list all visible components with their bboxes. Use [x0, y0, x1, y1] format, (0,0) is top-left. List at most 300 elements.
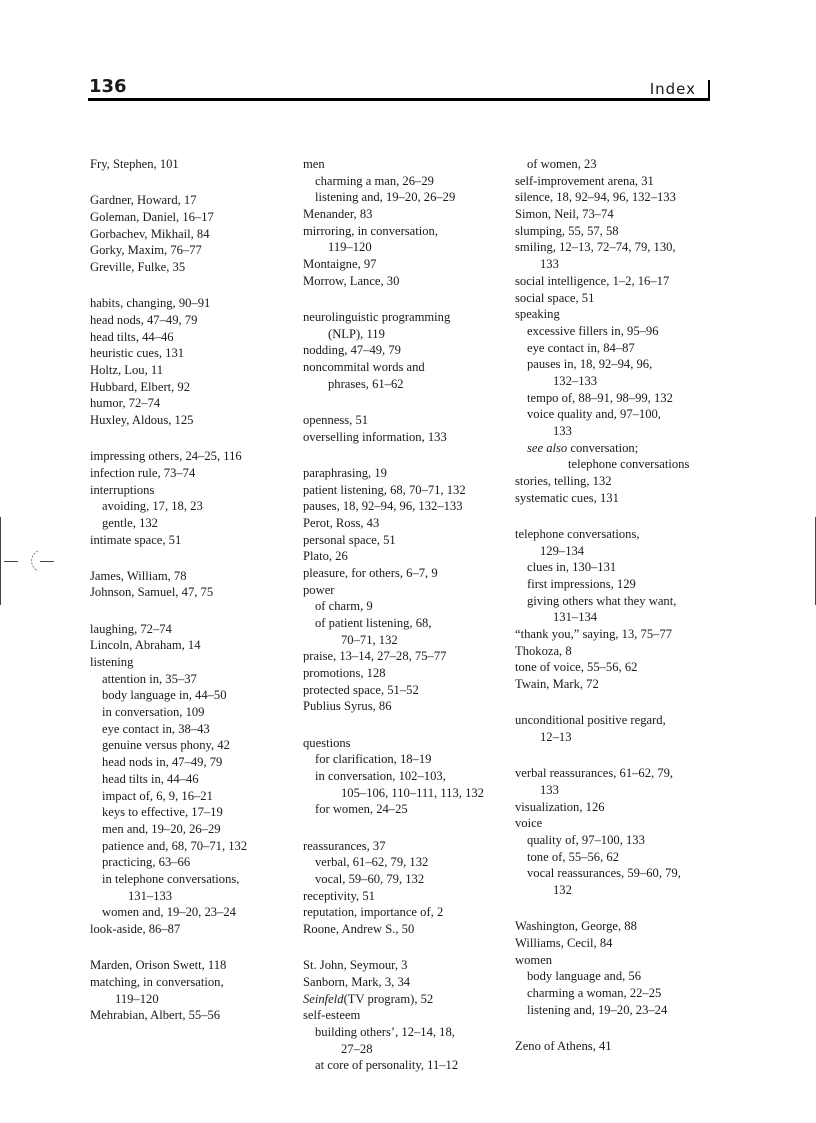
letter-group-gap: [90, 601, 290, 621]
entry-text: Twain, Mark, 72: [515, 677, 599, 692]
letter-group-gap: [303, 715, 503, 735]
entry-text: gentle, 132: [102, 515, 158, 530]
index-subentry: [515, 865, 715, 882]
index-subentry: [90, 498, 290, 515]
entry-text: Greville, Fulke, 35: [90, 259, 186, 274]
entry-text: intimate space, 51: [90, 532, 182, 547]
index-subentry: [515, 782, 715, 799]
index-subentry: [515, 423, 715, 440]
entry-text: Montaigne, 97: [303, 257, 377, 272]
index-entry: [90, 226, 290, 243]
letter-group-gap: [90, 429, 290, 449]
index-entry: [303, 582, 503, 599]
entry-text: voice: [515, 816, 543, 831]
entry-text: noncommital words and: [303, 360, 425, 375]
index-entry: [303, 682, 503, 699]
index-entry: [515, 659, 715, 676]
index-entry: [303, 904, 503, 921]
entry-text: questions: [303, 735, 351, 750]
index-column-1: [90, 156, 290, 1024]
index-subentry: [515, 456, 715, 473]
index-subentry: [90, 704, 290, 721]
index-subentry: [90, 671, 290, 688]
entry-text: infection rule, 73–74: [90, 465, 196, 480]
index-entry: [303, 1007, 503, 1024]
index-entry: [515, 189, 715, 206]
letter-group-gap: [303, 818, 503, 838]
index-subentry: [90, 771, 290, 788]
index-subentry: [515, 256, 715, 273]
entry-text: first impressions, 129: [527, 577, 636, 591]
entry-text: patience and, 68, 70–71, 132: [102, 838, 248, 853]
page-header: [88, 76, 710, 102]
index-entry: [515, 935, 715, 952]
index-entry: [303, 888, 503, 905]
index-subentry: [515, 373, 715, 390]
entry-text: giving others what they want,: [527, 593, 677, 608]
entry-text: telephone conversations: [568, 457, 690, 472]
entry-text: Fry, Stephen, 101: [90, 157, 179, 171]
index-entry: [303, 665, 503, 682]
entry-text: women: [515, 952, 553, 967]
entry-text: keys to effective, 17–19: [102, 805, 223, 820]
entry-text: men: [303, 157, 325, 171]
index-entry: [515, 643, 715, 660]
index-entry: [90, 395, 290, 412]
letter-group-gap: [90, 938, 290, 958]
entry-text: pleasure, for others, 6–7, 9: [303, 565, 438, 580]
entry-text: interruptions: [90, 482, 155, 497]
entry-text: avoiding, 17, 18, 23: [102, 499, 203, 514]
index-entry: [90, 654, 290, 671]
entry-text: 129–134: [540, 543, 585, 558]
entry-text: slumping, 55, 57, 58: [515, 223, 619, 238]
index-entry: [303, 532, 503, 549]
entry-text: in conversation, 109: [102, 705, 205, 720]
index-entry: [515, 799, 715, 816]
index-entry: [90, 412, 290, 429]
index-entry: [303, 342, 503, 359]
entry-text: at core of personality, 11–12: [315, 1058, 459, 1073]
index-subentry: [515, 323, 715, 340]
index-entry: [303, 465, 503, 482]
index-entry: [515, 918, 715, 935]
index-entry: [515, 952, 715, 969]
index-subentry: [303, 239, 503, 256]
entry-text: head tilts in, 44–46: [102, 771, 199, 786]
index-subentry: [303, 326, 503, 343]
index-subentry: [90, 737, 290, 754]
entry-text: habits, changing, 90–91: [90, 296, 211, 311]
entry-text: 70–71, 132: [341, 632, 398, 647]
entry-text: clues in, 130–131: [527, 560, 617, 575]
entry-text: eye contact in, 38–43: [102, 721, 210, 736]
entry-text: self-esteem: [303, 1008, 361, 1023]
index-entry: [303, 429, 503, 446]
index-entry: [90, 379, 290, 396]
index-entry: [90, 312, 290, 329]
index-entry: [90, 295, 290, 312]
entry-text: visualization, 126: [515, 799, 605, 814]
entry-text: Williams, Cecil, 84: [515, 935, 613, 950]
entry-text: unconditional positive regard,: [515, 713, 666, 728]
letter-group-gap: [515, 693, 715, 713]
letter-group-gap: [515, 506, 715, 526]
entry-text: head nods, 47–49, 79: [90, 312, 198, 327]
entry-text: 133: [540, 782, 559, 797]
index-entry: [303, 921, 503, 938]
entry-text: 133: [553, 424, 572, 438]
page-number: 136: [89, 76, 127, 97]
index-subentry: [90, 821, 290, 838]
index-entry: [303, 273, 503, 290]
index-subentry: [515, 156, 715, 173]
crop-mark-left-vertical: [0, 517, 1, 605]
letter-group-gap: [515, 899, 715, 919]
index-subentry: [90, 721, 290, 738]
letter-group-gap: [90, 548, 290, 568]
entry-text: attention in, 35–37: [102, 671, 197, 686]
index-entry: [303, 974, 503, 991]
index-subentry: [90, 515, 290, 532]
index-subentry: [515, 390, 715, 407]
index-entry: [515, 239, 715, 256]
entry-text: Publius Syrus, 86: [303, 699, 392, 714]
index-subentry: [90, 991, 290, 1008]
index-entry: [515, 765, 715, 782]
italic-term: see also: [527, 440, 568, 455]
index-entry: [303, 548, 503, 565]
entry-text: charming a woman, 22–25: [527, 985, 662, 1000]
index-entry: [515, 273, 715, 290]
entry-text: Morrow, Lance, 30: [303, 273, 400, 288]
entry-text: excessive fillers in, 95–96: [527, 323, 659, 338]
entry-text: Hubbard, Elbert, 92: [90, 379, 191, 394]
entry-text: 105–106, 110–111, 113, 132: [341, 785, 484, 800]
entry-text: of patient listening, 68,: [315, 616, 432, 630]
index-subentry: [90, 871, 290, 888]
entry-text: Thokoza, 8: [515, 643, 572, 658]
entry-text: laughing, 72–74: [90, 621, 172, 636]
index-entry: [303, 412, 503, 429]
index-entry: [90, 329, 290, 346]
index-entry: [515, 712, 715, 729]
entry-text: heuristic cues, 131: [90, 346, 185, 361]
entry-text: Washington, George, 88: [515, 919, 637, 934]
registration-arc-icon: [16, 547, 44, 575]
entry-text: voice quality and, 97–100,: [527, 407, 661, 422]
index-subentry: [515, 543, 715, 560]
entry-text: reassurances, 37: [303, 838, 386, 853]
entry-text: social space, 51: [515, 290, 595, 305]
index-subentry: [90, 687, 290, 704]
index-entry: [90, 974, 290, 991]
entry-text: practicing, 63–66: [102, 855, 191, 870]
index-subentry: [515, 1002, 715, 1019]
index-subentry: [303, 1057, 503, 1074]
entry-text: paraphrasing, 19: [303, 465, 387, 480]
letter-group-gap: [303, 392, 503, 412]
entry-text: of women, 23: [527, 157, 597, 171]
entry-text: self-improvement arena, 31: [515, 173, 654, 188]
entry-text: quality of, 97–100, 133: [527, 832, 645, 847]
entry-text: impact of, 6, 9, 16–21: [102, 788, 213, 803]
entry-text: mirroring, in conversation,: [303, 223, 439, 238]
index-entry: [515, 490, 715, 507]
entry-text: reputation, importance of, 2: [303, 905, 444, 920]
index-entry: [303, 498, 503, 515]
entry-text: vocal reassurances, 59–60, 79,: [527, 866, 681, 881]
entry-text: Zeno of Athens, 41: [515, 1038, 612, 1053]
index-subentry: [515, 729, 715, 746]
index-entry: [303, 991, 503, 1008]
index-entry: [515, 526, 715, 543]
entry-text: Lincoln, Abraham, 14: [90, 638, 201, 653]
entry-text: for women, 24–25: [315, 802, 408, 817]
entry-text: 132: [553, 883, 572, 897]
entry-text: listening: [90, 655, 134, 669]
index-subentry: [515, 559, 715, 576]
entry-text: men and, 19–20, 26–29: [102, 821, 221, 836]
index-entry: [90, 568, 290, 585]
index-entry: [90, 259, 290, 276]
letter-group-gap: [303, 290, 503, 310]
index-subentry: [303, 615, 503, 632]
index-subentry: [303, 1041, 503, 1058]
index-entry: [90, 362, 290, 379]
index-subentry: [303, 854, 503, 871]
header-rule: [88, 98, 710, 101]
entry-text: verbal, 61–62, 79, 132: [315, 855, 429, 870]
entry-text: Marden, Orison Swett, 118: [90, 958, 227, 973]
entry-text: 131–133: [128, 888, 173, 903]
index-entry: [90, 345, 290, 362]
index-entry: [515, 290, 715, 307]
entry-text: head nods in, 47–49, 79: [102, 755, 223, 770]
entry-text: 131–134: [553, 610, 598, 625]
entry-text: 119–120: [328, 240, 372, 255]
letter-group-gap: [515, 1018, 715, 1038]
entry-text: openness, 51: [303, 412, 369, 427]
index-subentry: [303, 801, 503, 818]
letter-group-gap: [90, 276, 290, 296]
index-entry: [515, 306, 715, 323]
header-rule-tick: [708, 80, 711, 101]
entry-text: humor, 72–74: [90, 396, 161, 411]
entry-text: Simon, Neil, 73–74: [515, 207, 614, 222]
index-entry: [90, 957, 290, 974]
index-entry: [515, 223, 715, 240]
index-entry: [515, 473, 715, 490]
index-entry: [90, 1007, 290, 1024]
index-entry: [303, 359, 503, 376]
index-subentry: [515, 968, 715, 985]
entry-text: Huxley, Aldous, 125: [90, 412, 194, 427]
index-entry: [90, 621, 290, 638]
index-subentry: [90, 838, 290, 855]
index-entry: [90, 156, 290, 173]
index-entry: [515, 206, 715, 223]
index-entry: [515, 676, 715, 693]
index-entry: [90, 482, 290, 499]
letter-group-gap: [303, 445, 503, 465]
entry-text: Gorbachev, Mikhail, 84: [90, 226, 210, 241]
index-entry: [90, 209, 290, 226]
index-column-2: [303, 156, 503, 1074]
entry-text: stories, telling, 132: [515, 474, 612, 489]
entry-text: speaking: [515, 307, 560, 322]
entry-text: 132–133: [553, 373, 598, 388]
entry-text: look-aside, 86–87: [90, 922, 181, 936]
entry-text: tone of, 55–56, 62: [527, 849, 619, 864]
entry-text: Plato, 26: [303, 549, 348, 564]
entry-text: nodding, 47–49, 79: [303, 343, 401, 358]
entry-text: protected space, 51–52: [303, 682, 419, 697]
entry-text: “thank you,” saying, 13, 75–77: [515, 627, 673, 642]
italic-term: Seinfeld: [303, 991, 344, 1006]
index-subentry: [515, 832, 715, 849]
index-entry: [90, 584, 290, 601]
entry-text: listening and, 19–20, 23–24: [527, 1002, 668, 1017]
entry-text: head tilts, 44–46: [90, 329, 174, 344]
index-entry: [303, 735, 503, 752]
index-entry: [90, 921, 290, 938]
index-subentry: [303, 189, 503, 206]
entry-text: impressing others, 24–25, 116: [90, 449, 242, 464]
entry-text: listening and, 19–20, 26–29: [315, 190, 456, 205]
index-subentry: [90, 888, 290, 905]
entry-text: power: [303, 582, 335, 597]
entry-text: Sanborn, Mark, 3, 34: [303, 974, 411, 989]
entry-text: building others’, 12–14, 18,: [315, 1024, 455, 1039]
index-entry: [303, 223, 503, 240]
entry-text: phrases, 61–62: [328, 376, 404, 391]
index-entry: [303, 515, 503, 532]
entry-text: Menander, 83: [303, 207, 373, 222]
entry-text: 12–13: [540, 730, 572, 744]
index-subentry: [303, 598, 503, 615]
entry-text: conversation;: [567, 440, 639, 455]
entry-text: Goleman, Daniel, 16–17: [90, 209, 214, 224]
entry-text: promotions, 128: [303, 666, 386, 681]
entry-text: in conversation, 102–103,: [315, 769, 446, 783]
entry-text: 133: [540, 257, 559, 272]
index-subentry: [90, 788, 290, 805]
index-subentry: [90, 854, 290, 871]
entry-text: in telephone conversations,: [102, 871, 240, 886]
entry-text: personal space, 51: [303, 532, 396, 547]
index-entry: [90, 192, 290, 209]
index-subentry: [303, 751, 503, 768]
entry-text: of charm, 9: [315, 599, 373, 614]
entry-text: patient listening, 68, 70–71, 132: [303, 482, 466, 497]
index-subentry: [303, 768, 503, 785]
index-entry: [303, 206, 503, 223]
entry-text: receptivity, 51: [303, 888, 375, 903]
index-subentry: [303, 632, 503, 649]
index-subentry: [515, 356, 715, 373]
index-subentry: [303, 871, 503, 888]
entry-text: charming a man, 26–29: [315, 173, 434, 188]
index-subentry: [90, 804, 290, 821]
index-entry: [303, 957, 503, 974]
index-subentry: [303, 376, 503, 393]
entry-text: for clarification, 18–19: [315, 752, 432, 767]
entry-text: neurolinguistic programming: [303, 310, 451, 324]
letter-group-gap: [515, 746, 715, 766]
entry-text: Perot, Ross, 43: [303, 515, 380, 530]
entry-text: women and, 19–20, 23–24: [102, 905, 236, 920]
index-subentry: [515, 340, 715, 357]
index-entry: [303, 482, 503, 499]
index-entry: [303, 838, 503, 855]
entry-text: eye contact in, 84–87: [527, 340, 635, 355]
entry-text: 27–28: [341, 1041, 373, 1056]
index-entry: [303, 156, 503, 173]
entry-text: overselling information, 133: [303, 429, 447, 444]
index-subentry: [515, 985, 715, 1002]
index-subentry: [303, 785, 503, 802]
entry-text: (TV program), 52: [343, 991, 434, 1006]
entry-text: genuine versus phony, 42: [102, 738, 230, 753]
index-subentry: [90, 754, 290, 771]
index-entry: [90, 637, 290, 654]
index-entry: [303, 565, 503, 582]
entry-text: tone of voice, 55–56, 62: [515, 660, 638, 675]
index-subentry: [515, 882, 715, 899]
letter-group-gap: [90, 173, 290, 193]
index-entry: [515, 1038, 715, 1055]
entry-text: (NLP), 119: [328, 326, 385, 341]
entry-text: silence, 18, 92–94, 96, 132–133: [515, 190, 676, 205]
index-entry: [515, 173, 715, 190]
entry-text: smiling, 12–13, 72–74, 79, 130,: [515, 240, 676, 255]
index-entry: [515, 626, 715, 643]
entry-text: Gorky, Maxim, 76–77: [90, 243, 202, 258]
index-entry: [90, 448, 290, 465]
entry-text: Mehrabian, Albert, 55–56: [90, 1008, 221, 1023]
entry-text: verbal reassurances, 61–62, 79,: [515, 766, 674, 781]
entry-text: Holtz, Lou, 11: [90, 362, 163, 377]
index-subentry: [515, 609, 715, 626]
index-entry: [303, 309, 503, 326]
index-entry: [303, 256, 503, 273]
entry-text: tempo of, 88–91, 98–99, 132: [527, 390, 673, 405]
entry-text: praise, 13–14, 27–28, 75–77: [303, 649, 447, 664]
index-subentry: [303, 1024, 503, 1041]
entry-text: Roone, Andrew S., 50: [303, 922, 415, 936]
index-entry: [303, 698, 503, 715]
index-subentry: [515, 576, 715, 593]
entry-text: Gardner, Howard, 17: [90, 193, 197, 208]
index-subentry: [515, 406, 715, 423]
index-entry: [90, 242, 290, 259]
index-subentry: [515, 849, 715, 866]
entry-text: pauses in, 18, 92–94, 96,: [527, 357, 653, 372]
entry-text: Johnson, Samuel, 47, 75: [90, 585, 214, 600]
entry-text: systematic cues, 131: [515, 490, 619, 505]
entry-text: telephone conversations,: [515, 526, 640, 541]
index-subentry: [303, 173, 503, 190]
index-subentry: [515, 440, 715, 457]
entry-text: body language in, 44–50: [102, 688, 227, 703]
running-head: Index: [649, 80, 696, 98]
index-subentry: [515, 593, 715, 610]
entry-text: social intelligence, 1–2, 16–17: [515, 273, 670, 288]
entry-text: St. John, Seymour, 3: [303, 958, 408, 973]
index-subentry: [90, 904, 290, 921]
entry-text: 119–120: [115, 991, 159, 1006]
